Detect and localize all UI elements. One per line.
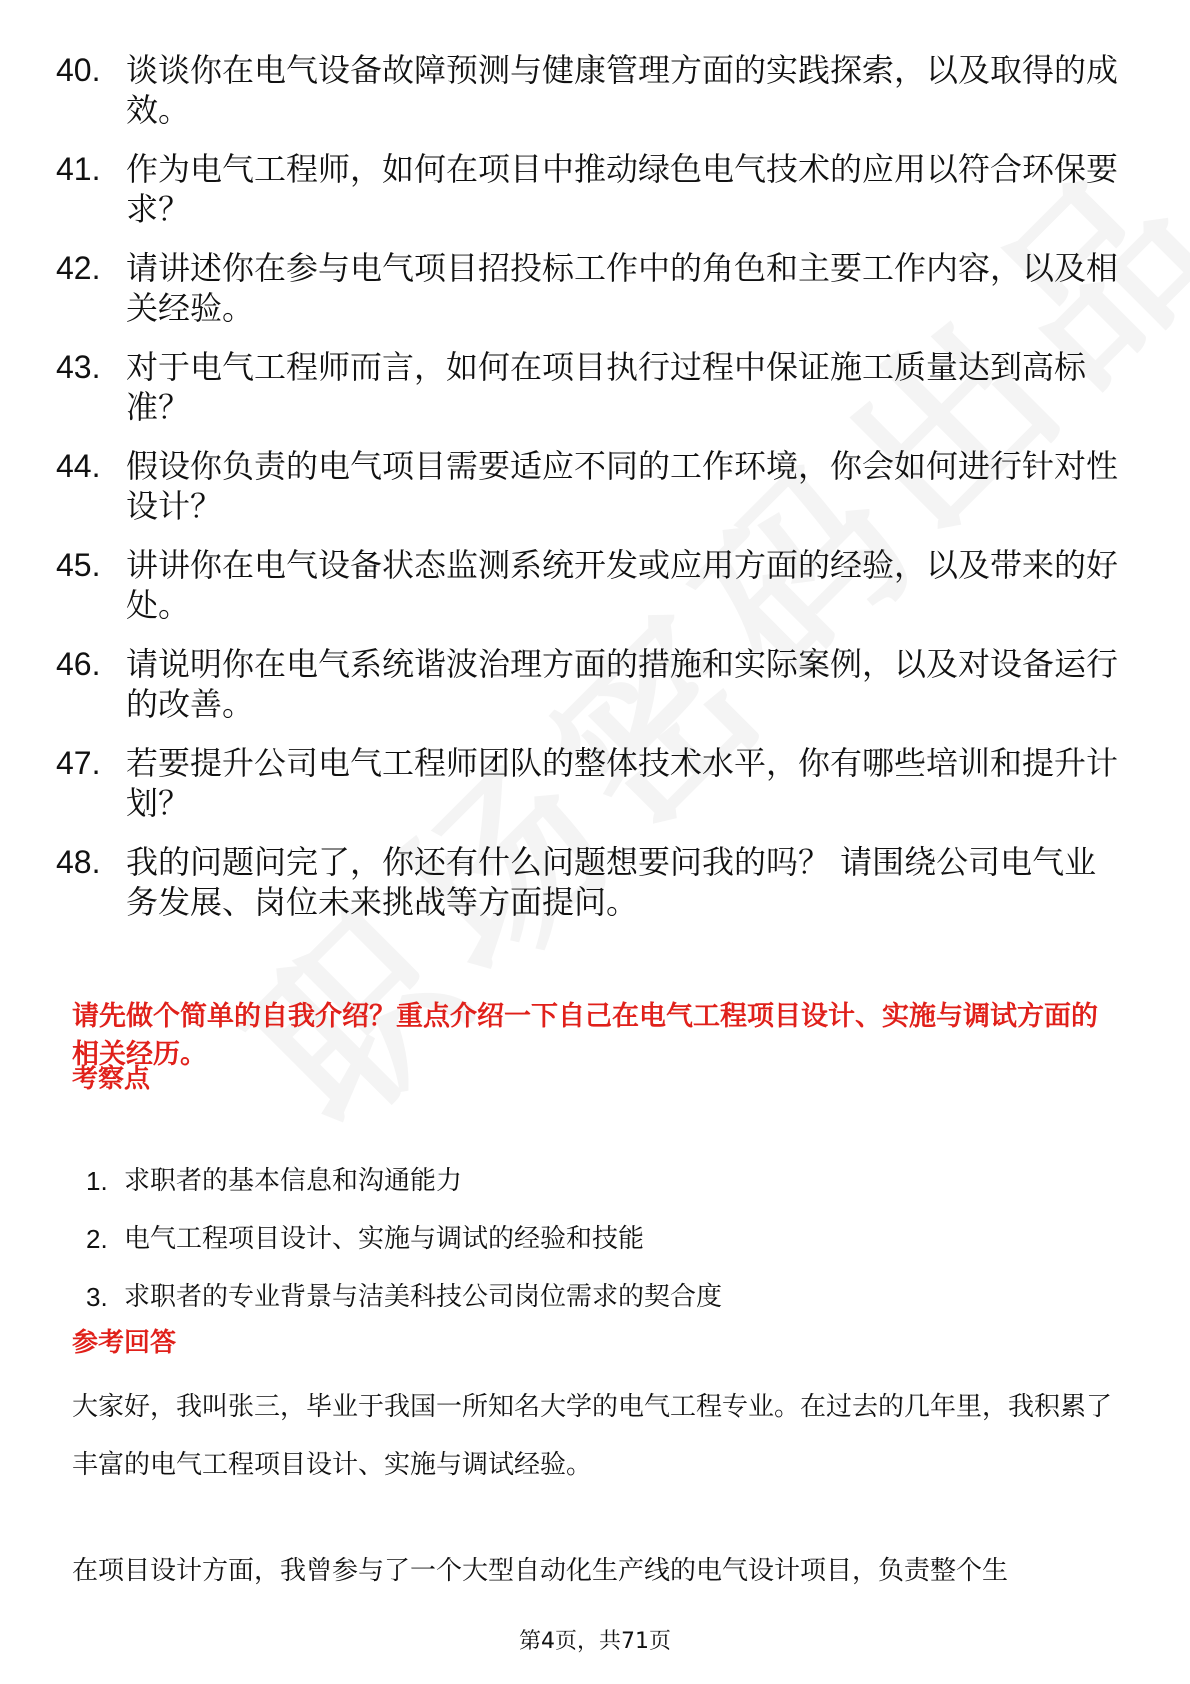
point-item xyxy=(86,1164,722,1198)
question-number: 44. xyxy=(56,448,101,484)
question-item xyxy=(56,446,1126,526)
question-number: 43. xyxy=(56,349,101,385)
question-text: 请说明你在电气系统谐波治理方面的措施和实际案例，以及对设备运行的改善。 xyxy=(126,645,1119,723)
question-text: 讲讲你在电气设备状态监测系统开发或应用方面的经验，以及带来的好处。 xyxy=(126,546,1119,624)
question-number: 45. xyxy=(56,547,101,583)
question-text: 假设你负责的电气项目需要适应不同的工作环境，你会如何进行针对性设计？ xyxy=(126,447,1119,525)
question-number: 40. xyxy=(56,52,101,88)
question-text: 对于电气工程师而言，如何在项目执行过程中保证施工质量达到高标准？ xyxy=(126,348,1087,426)
points-list xyxy=(86,1164,722,1338)
points-heading: 考察点 xyxy=(72,1064,151,1094)
question-item xyxy=(56,545,1126,625)
question-item xyxy=(56,248,1126,328)
point-number: 3. xyxy=(86,1282,108,1312)
question-text: 请讲述你在参与电气项目招投标工作中的角色和主要工作内容，以及相关经验。 xyxy=(126,249,1119,327)
question-number: 46. xyxy=(56,646,101,682)
question-number: 41. xyxy=(56,151,101,187)
question-item xyxy=(56,149,1126,229)
point-text: 求职者的专业背景与洁美科技公司岗位需求的契合度 xyxy=(124,1282,723,1312)
question-item xyxy=(56,347,1126,427)
question-number: 47. xyxy=(56,745,101,781)
page-footer: 第4页，共71页 xyxy=(519,1629,671,1654)
featured-question: 请先做个简单的自我介绍？重点介绍一下自己在电气工程项目设计、实施与调试方面的相关经历。 xyxy=(72,1001,1098,1070)
question-item xyxy=(56,743,1126,823)
question-item xyxy=(56,842,1126,922)
question-text: 作为电气工程师，如何在项目中推动绿色电气技术的应用以符合环保要求？ xyxy=(126,150,1119,228)
point-item xyxy=(86,1280,722,1314)
question-item xyxy=(56,644,1126,724)
question-number: 42. xyxy=(56,250,101,286)
point-number: 2. xyxy=(86,1224,108,1254)
question-list xyxy=(56,50,1126,941)
point-number: 1. xyxy=(86,1166,108,1196)
answer-paragraph: 大家好，我叫张三，毕业于我国一所知名大学的电气工程专业。在过去的几年里，我积累了丰富的电气工程项目设计、实施与调试经验。 xyxy=(72,1392,1113,1480)
answer-heading: 参考回答 xyxy=(72,1328,177,1358)
point-item xyxy=(86,1222,722,1256)
question-item xyxy=(56,50,1126,130)
point-text: 求职者的基本信息和沟通能力 xyxy=(124,1166,463,1196)
question-number: 48. xyxy=(56,844,101,880)
question-text: 我的问题问完了，你还有什么问题想要问我的吗？ 请围绕公司电气业务发展、岗位未来挑战等方面提问。 xyxy=(126,843,1097,921)
point-text: 电气工程项目设计、实施与调试的经验和技能 xyxy=(124,1224,645,1254)
question-text: 若要提升公司电气工程师团队的整体技术水平，你有哪些培训和提升计划？ xyxy=(126,744,1119,822)
question-text: 谈谈你在电气设备故障预测与健康管理方面的实践探索，以及取得的成效。 xyxy=(126,51,1119,129)
answer-paragraph: 在项目设计方面，我曾参与了一个大型自动化生产线的电气设计项目，负责整个生 xyxy=(72,1556,1009,1586)
